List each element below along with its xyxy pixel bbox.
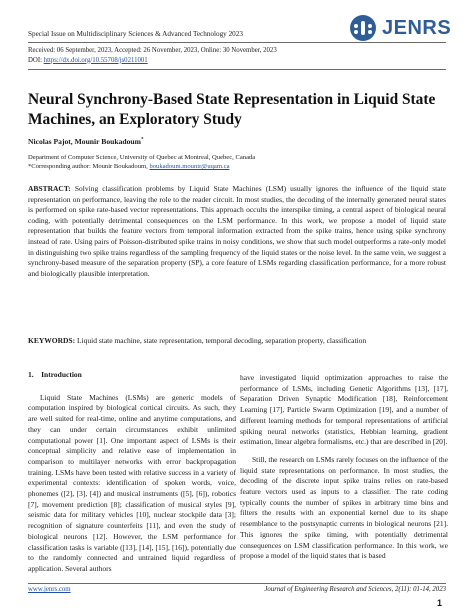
intro-paragraph-2: Still, the research on LSMs rarely focuses on the influence of the liquid state representations on performance. In most studies, the decoding of the discrete input spike trains relies on rate-based feature vectors used as inputs to a classifier. The rate coding typically counts the number of spikes in arbitrary time bins and filters the results with an exponential kernel due to its shape resemblance to the postsynaptic currents in biological neurons [21]. This ignores the spike timing, with potentially detrimental consequences on LSM classification performance. In this work, we propose a model of the liquid states that is based — [240, 454, 448, 561]
author-email-link[interactable]: boukadoum.mounir@uqam.ca — [149, 163, 230, 170]
corresponding-author — [28, 162, 255, 171]
author-names: Nicolas Pajot, Mounir Boukadoum — [28, 137, 141, 146]
publication-dates — [28, 46, 277, 65]
abstract — [28, 184, 446, 279]
special-issue-label: Special Issue on Multidisciplinary Sciences & Advanced Technology 2023 — [28, 30, 243, 38]
doi-line — [28, 56, 277, 66]
dates-rule — [28, 69, 446, 70]
footer-rule — [28, 583, 446, 584]
corresponding-prefix: *Corresponding author: Mounir Boukadoum, — [28, 163, 150, 170]
abstract-label: ABSTRACT: — [28, 184, 71, 193]
left-column — [28, 370, 236, 575]
intro-paragraph-1: Liquid State Machines (LSMs) are generic models of computation inspired by biological cortical circuits. As such, they are well suited for real-time, online and anytime computations, and they can under certain circumstances exhibit unlimited computational power [1]. One important aspect of LSMs is their conceptual simplicity and relative ease of implementation in comparison to multilayer networks with error backpropagation training. LSMs have been tested with relative success in a variety of experimental contexts: identification of spoken words, voice, phonemes ([2], [3], [4]) and musical instruments ([5], [6]), robotics [7], movement prediction [8]; classification of musical styles [9], seismic data for military vehicles [10], nuclear stockpile data [3]; recognition of signature counterfeits [11], and even the study of biological neurons [12]. However, the LSM performance for classification tasks is variable ([13], [14], [15], [16]), potentially due to the randomly connected and untrained liquid regardless of application. Several authors — [28, 392, 236, 573]
affiliation — [28, 153, 255, 171]
dates-line: Received: 06 September, 2023, Accepted: 26 November, 2023, Online: 30 November, 2023 — [28, 47, 277, 54]
page-number: 1 — [437, 598, 443, 608]
right-column — [240, 373, 448, 562]
authors — [28, 137, 143, 146]
keywords-label: KEYWORDS: — [28, 336, 76, 345]
logo-text: JENRS — [382, 16, 452, 39]
intro-paragraph-1-cont: have investigated liquid optimization approaches to raise the performance of LSMs, including Genetic Algorithms [13], [17], Separation Driven Synaptic Modification [18], Reinforcement Learning [17], Particle Swarm Optimization [19], and a number of different learning methods for temporal representations of artificial spiking neural networks (statistics, Hebbian learning, gradient estimation, linear algebra formalisms, etc.) that are described in [20]. — [240, 373, 448, 447]
department: Department of Computer Science, University of Quebec at Montreal, Quebec, Canada — [28, 154, 256, 161]
doi-label: DOI: — [28, 56, 44, 64]
section-heading-introduction: 1. Introduction — [28, 370, 82, 379]
header-rule — [28, 42, 446, 43]
page-footer — [28, 586, 446, 593]
keywords — [28, 336, 446, 347]
abstract-text: Solving classification problems by Liquid State Machines (LSM) usually ignores the influence of the liquid state representation on performance, leaving the role to the reader circuit. In most studies, the decoding of the internally generated neural states is performed on spike rate-based vector representations. This approach occults the interspike timing, a central aspect of biological neural coding, with potentially detrimental consequences on the LSM performance. In this work, we propose a model of liquid state representation that builds the feature vectors from temporal information extracted from the spike trains, hence using spike synchrony instead of rate. Using pairs of Poisson-distributed spike trains in noisy conditions, we show that such model outperforms a rate-only model in distinguishing two spike trains regardless of the sampling frequency of the liquid states or the noise level. In the same vein, we suggest a synchrony-based measure of the separation property (SP), a core feature of LSMs regarding classification performance, for a more robust and biologically plausible interpretation. — [28, 184, 447, 278]
journal-site-link[interactable]: www.jenrs.com — [28, 586, 71, 593]
journal-logo[interactable] — [350, 15, 451, 41]
keywords-text: Liquid state machine, state representation, temporal decoding, separation property, classification — [76, 336, 367, 345]
journal-citation: Journal of Engineering Research and Sciences, 2(11): 01-14, 2023 — [264, 586, 446, 593]
corresponding-mark: * — [140, 137, 144, 143]
jenrs-logo-icon — [350, 15, 376, 41]
doi-link[interactable]: https://dx.doi.org/10.55708/js0211001 — [43, 56, 148, 64]
paper-title: Neural Synchrony-Based State Representation in Liquid State Machines, an Exploratory Study — [28, 91, 436, 128]
